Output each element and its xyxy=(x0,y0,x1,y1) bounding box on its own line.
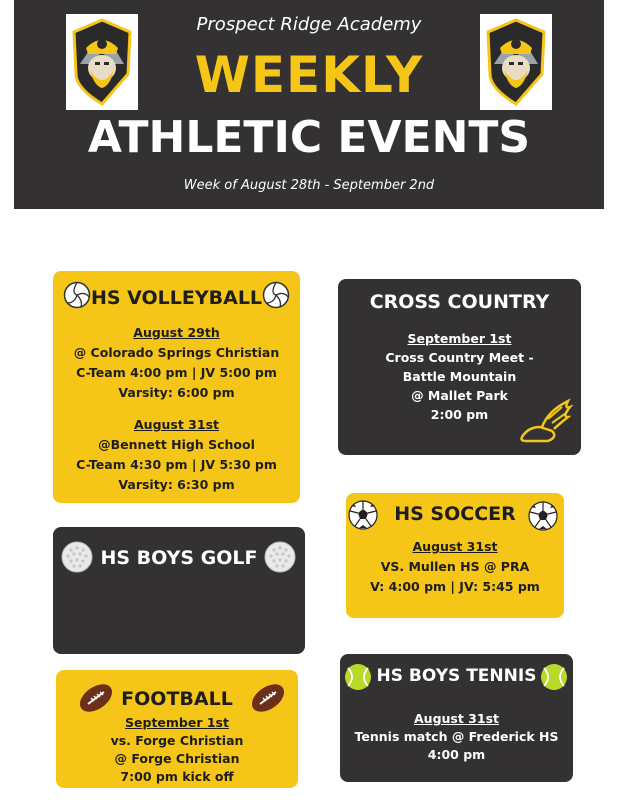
event-date: August 31st xyxy=(414,711,499,726)
event-line: @ Colorado Springs Christian xyxy=(73,345,280,360)
tennis-details xyxy=(340,710,573,764)
event-line: Varsity: 6:00 pm xyxy=(118,385,235,400)
event-line: Battle Mountain xyxy=(402,369,517,384)
event-date: August 31st xyxy=(134,417,219,432)
event-line: C-Team 4:30 pm | JV 5:30 pm xyxy=(76,457,277,472)
week-range: Week of August 28th - September 2nd xyxy=(183,178,435,193)
golf-card xyxy=(53,527,305,654)
event-date: September 1st xyxy=(125,715,229,730)
event-line: Cross Country Meet - xyxy=(385,350,534,365)
title-athletic-events: ATHLETIC EVENTS xyxy=(87,112,531,163)
cross-country-title: CROSS COUNTRY xyxy=(369,291,550,313)
event-line: vs. Forge Christian xyxy=(110,733,244,748)
volleyball-details xyxy=(53,323,300,495)
soccer-details xyxy=(346,537,564,597)
soccer-card xyxy=(346,493,564,618)
event-date: August 31st xyxy=(412,539,498,554)
soccer-title: HS SOCCER xyxy=(394,503,516,525)
volleyball-title: HS VOLLEYBALL xyxy=(90,287,263,309)
cross-country-card xyxy=(338,279,581,455)
event-line: V: 4:00 pm | JV: 5:45 pm xyxy=(370,579,540,594)
header-banner xyxy=(14,0,604,209)
event-line: 2:00 pm xyxy=(430,407,489,422)
event-date: September 1st xyxy=(407,331,512,346)
event-line: @ Mallet Park xyxy=(411,388,508,403)
event-line: C-Team 4:00 pm | JV 5:00 pm xyxy=(76,365,277,380)
school-name: Prospect Ridge Academy xyxy=(196,14,422,35)
winged-shoe-icon xyxy=(518,397,574,445)
golf-title: HS BOYS GOLF xyxy=(100,547,258,569)
event-line: @Bennett High School xyxy=(98,437,255,452)
volleyball-card xyxy=(53,271,300,503)
event-date: August 29th xyxy=(133,325,220,340)
event-line: 7:00 pm kick off xyxy=(120,769,234,784)
title-weekly: WEEKLY xyxy=(194,46,424,104)
football-card xyxy=(56,670,298,788)
event-line: Varsity: 6:30 pm xyxy=(118,477,235,492)
football-details xyxy=(56,714,298,786)
tennis-title: HS BOYS TENNIS xyxy=(376,666,537,686)
event-line: 4:00 pm xyxy=(427,747,486,762)
event-line: Tennis match @ Frederick HS xyxy=(354,729,559,744)
event-line: VS. Mullen HS @ PRA xyxy=(380,559,530,574)
football-title: FOOTBALL xyxy=(121,688,233,710)
event-line: @ Forge Christian xyxy=(114,751,240,766)
tennis-card xyxy=(340,654,573,782)
